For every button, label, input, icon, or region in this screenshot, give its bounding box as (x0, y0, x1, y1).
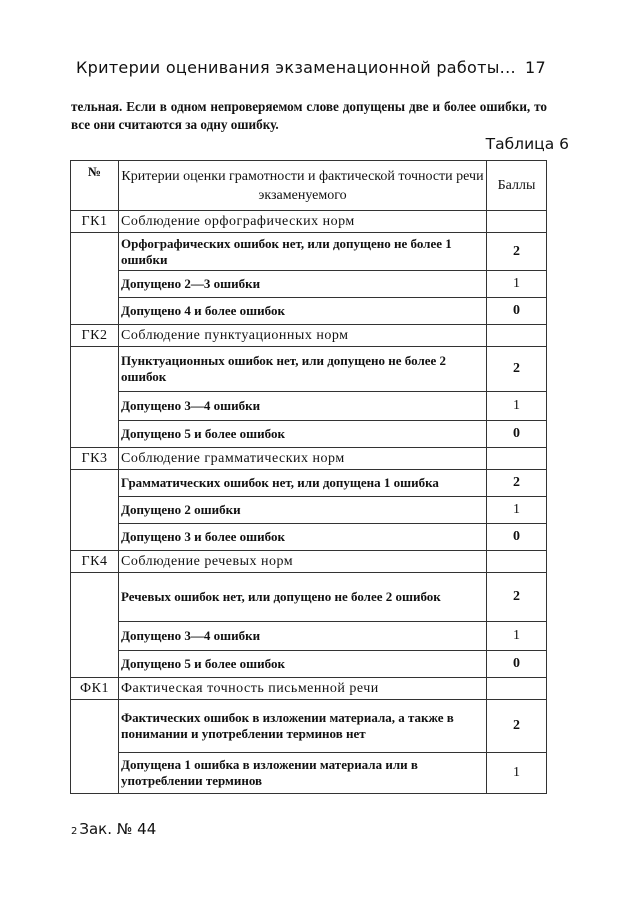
criterion-level-row (71, 470, 547, 497)
criterion-level-row (71, 497, 547, 524)
level-score: 0 (487, 651, 547, 678)
empty-score-cell (487, 211, 547, 233)
level-score: 2 (487, 573, 547, 622)
criterion-level-row (71, 421, 547, 448)
table-header-row (71, 161, 547, 211)
criterion-level-row (71, 573, 547, 622)
criterion-level-row (71, 233, 547, 271)
level-description: Допущено 3—4 ошибки (119, 392, 487, 421)
level-score: 0 (487, 421, 547, 448)
blank-code-cell (71, 233, 119, 325)
criterion-group-row (71, 211, 547, 233)
level-score: 1 (487, 497, 547, 524)
level-score: 1 (487, 392, 547, 421)
page-footer (71, 820, 156, 838)
empty-score-cell (487, 678, 547, 700)
level-description: Пунктуационных ошибок нет, или допущено не более 2 ошибок (119, 347, 487, 392)
level-score: 1 (487, 622, 547, 651)
level-score: 1 (487, 753, 547, 794)
level-description: Допущено 3—4 ошибки (119, 622, 487, 651)
level-description: Фактических ошибок в изложении материала, а также в понимании и употреблении терминов нет (119, 700, 487, 753)
sheet-number: 2 (71, 826, 78, 837)
criterion-level-row (71, 622, 547, 651)
empty-score-cell (487, 551, 547, 573)
level-score: 0 (487, 524, 547, 551)
page-number: 17 (525, 58, 546, 77)
page-header (76, 58, 546, 84)
level-score: 2 (487, 347, 547, 392)
level-score: 2 (487, 470, 547, 497)
criterion-group-row (71, 551, 547, 573)
criterion-level-row (71, 347, 547, 392)
level-description: Допущена 1 ошибка в изложении материала или в употреблении терминов (119, 753, 487, 794)
level-score: 2 (487, 233, 547, 271)
criterion-title: Фактическая точность письменной речи (119, 678, 487, 700)
criterion-code: ФК1 (71, 678, 119, 700)
criterion-title: Соблюдение грамматических норм (119, 448, 487, 470)
empty-score-cell (487, 325, 547, 347)
header-number: № (71, 161, 119, 211)
level-description: Допущено 5 и более ошибок (119, 421, 487, 448)
level-description: Орфографических ошибок нет, или допущено не более 1 ошибки (119, 233, 487, 271)
table-caption: Таблица 6 (485, 135, 569, 153)
blank-code-cell (71, 470, 119, 551)
blank-code-cell (71, 700, 119, 794)
level-description: Допущено 2—3 ошибки (119, 271, 487, 298)
criterion-title: Соблюдение речевых норм (119, 551, 487, 573)
level-description: Речевых ошибок нет, или допущено не более 2 ошибок (119, 573, 487, 622)
criterion-code: ГК3 (71, 448, 119, 470)
level-description: Допущено 4 и более ошибок (119, 298, 487, 325)
level-description: Допущено 3 и более ошибок (119, 524, 487, 551)
level-score: 2 (487, 700, 547, 753)
criterion-group-row (71, 325, 547, 347)
criteria-table (70, 160, 547, 794)
criterion-level-row (71, 271, 547, 298)
level-description: Допущено 5 и более ошибок (119, 651, 487, 678)
header-criteria: Критерии оценки грамотности и фактической точности речи экзаменуемого (119, 161, 487, 211)
intro-paragraph: тельная. Если в одном непроверяемом слове допущены две и более ошибки, то все они считаются за одну ошибку. (71, 99, 547, 132)
criterion-level-row (71, 651, 547, 678)
criterion-level-row (71, 700, 547, 753)
blank-code-cell (71, 573, 119, 678)
empty-score-cell (487, 448, 547, 470)
criterion-group-row (71, 448, 547, 470)
criterion-title: Соблюдение пунктуационных норм (119, 325, 487, 347)
criterion-code: ГК4 (71, 551, 119, 573)
criterion-level-row (71, 298, 547, 325)
criterion-level-row (71, 524, 547, 551)
criterion-level-row (71, 392, 547, 421)
criterion-group-row (71, 678, 547, 700)
running-title: Критерии оценивания экзаменационной работы... (76, 58, 516, 77)
criterion-code: ГК1 (71, 211, 119, 233)
level-score: 0 (487, 298, 547, 325)
criterion-level-row (71, 753, 547, 794)
level-score: 1 (487, 271, 547, 298)
level-description: Грамматических ошибок нет, или допущена 1 ошибка (119, 470, 487, 497)
criterion-title: Соблюдение орфографических норм (119, 211, 487, 233)
order-number: Зак. № 44 (79, 820, 157, 838)
criterion-code: ГК2 (71, 325, 119, 347)
level-description: Допущено 2 ошибки (119, 497, 487, 524)
header-score: Баллы (487, 161, 547, 211)
blank-code-cell (71, 347, 119, 448)
